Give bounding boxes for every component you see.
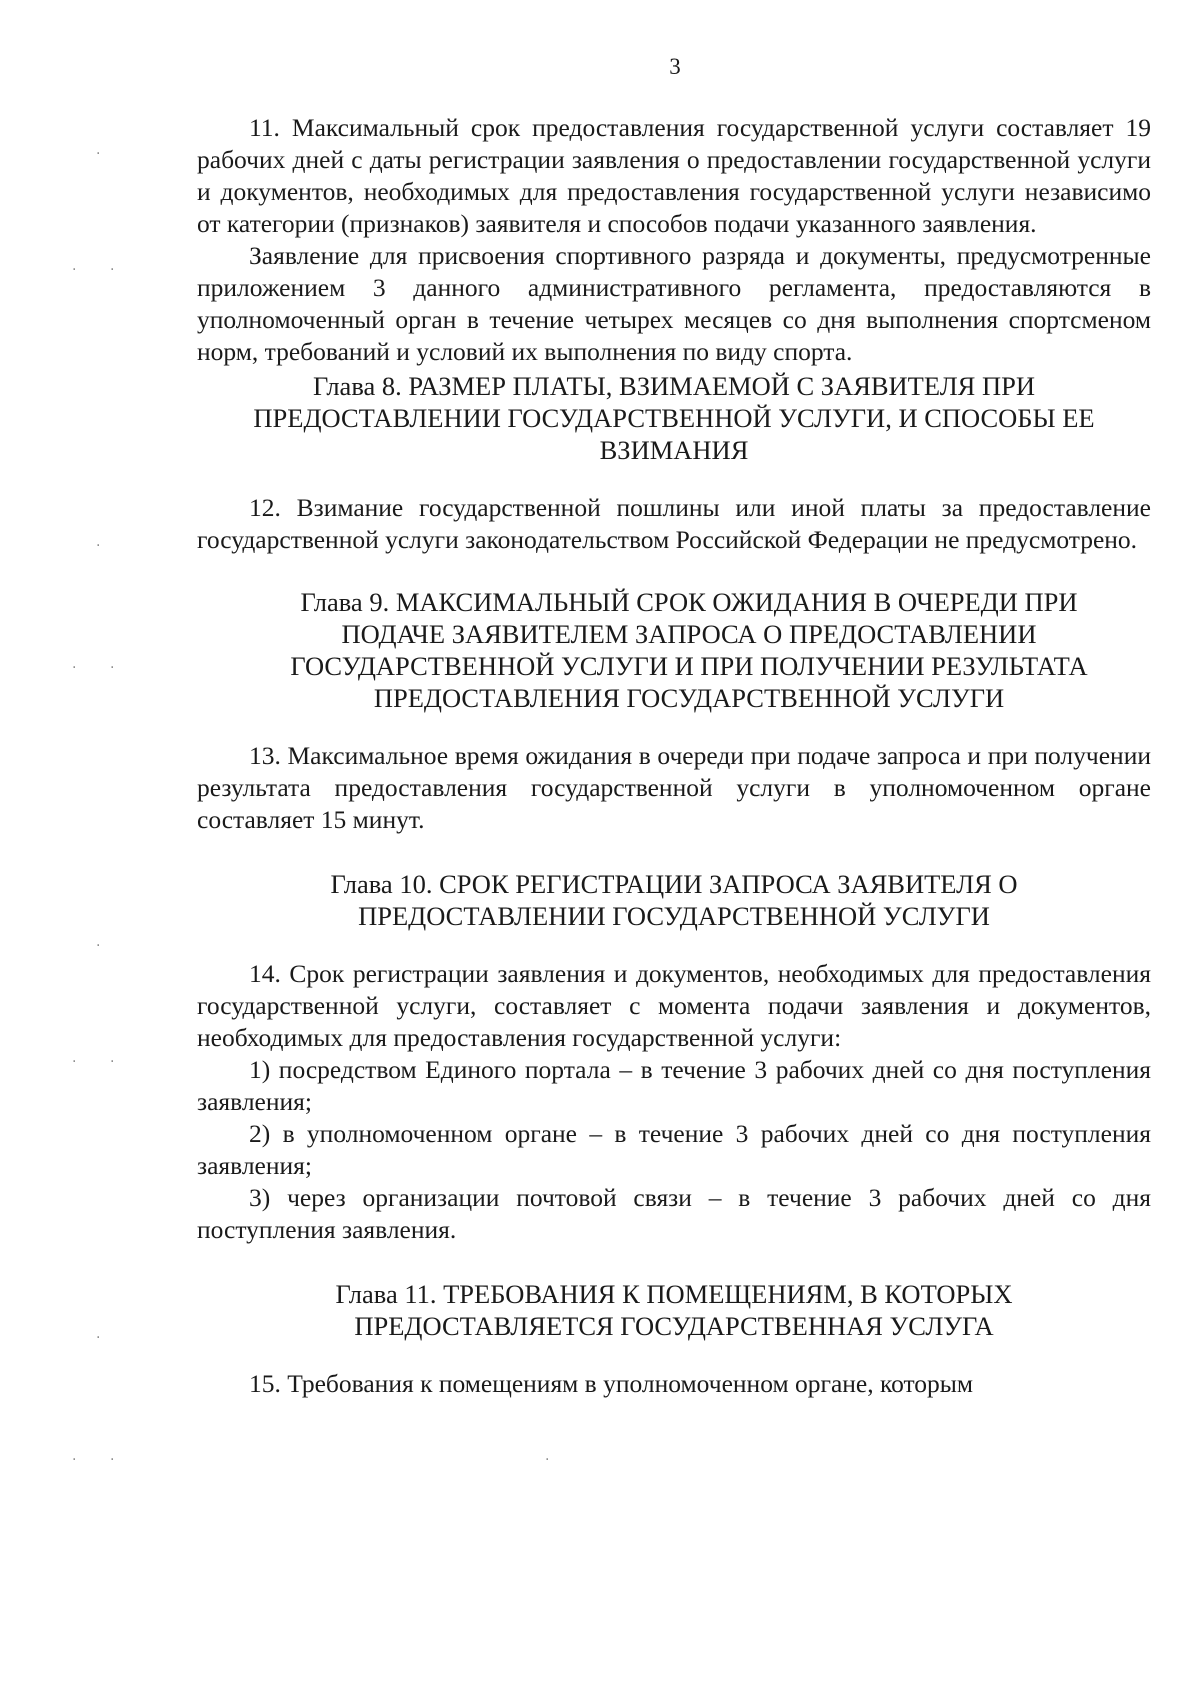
- page-number: 3: [669, 54, 681, 79]
- chapter-heading-line: ПРЕДОСТАВЛЕНИЯ ГОСУДАРСТВЕННОЙ УСЛУГИ: [373, 683, 1005, 713]
- scan-dot: ·: [72, 262, 77, 278]
- chapter-heading-line: ПОДАЧЕ ЗАЯВИТЕЛЕМ ЗАПРОСА О ПРЕДОСТАВЛЕНИИ: [341, 619, 1037, 649]
- scan-dot: ·: [72, 1452, 77, 1468]
- scan-dot: ·: [110, 1452, 115, 1468]
- chapter-heading-line: ПРЕДОСТАВЛЕНИИ ГОСУДАРСТВЕННОЙ УСЛУГИ, И СПОСОБЫ ЕЕ: [253, 403, 1095, 433]
- chapter-heading-line: ПРЕДОСТАВЛЕНИИ ГОСУДАРСТВЕННОЙ УСЛУГИ: [358, 901, 990, 931]
- chapter-heading-line: ПРЕДОСТАВЛЯЕТСЯ ГОСУДАРСТВЕННАЯ УСЛУГА: [354, 1311, 994, 1341]
- scan-dot: ·: [72, 1054, 77, 1070]
- paragraph: 3) через организации почтовой связи – в течение 3 рабочих дней со дня поступления заявления.: [197, 1183, 1151, 1244]
- paragraph: 11. Максимальный срок предоставления государственной услуги составляет 19 рабочих дней с даты регистрации заявления о предоставлении государственной услуги и документов, необходимых для предоставления государственной услуги независимо от категории (признаков) заявителя и способов подачи указанного заявления.: [197, 113, 1151, 238]
- chapter-heading-line: Глава 11. ТРЕБОВАНИЯ К ПОМЕЩЕНИЯМ, В КОТОРЫХ: [335, 1279, 1013, 1309]
- scan-dot: ·: [110, 660, 115, 676]
- chapter-heading: [197, 586, 1151, 714]
- scan-dot: ·: [96, 938, 101, 954]
- scan-dot: ·: [110, 1054, 115, 1070]
- scan-dot: ·: [545, 1452, 550, 1468]
- chapter-heading-line: ГОСУДАРСТВЕННОЙ УСЛУГИ И ПРИ ПОЛУЧЕНИИ РЕЗУЛЬТАТА: [290, 651, 1088, 681]
- chapter-heading: [197, 1278, 1151, 1342]
- document-body: [197, 112, 1151, 1400]
- chapter-heading: [197, 370, 1151, 466]
- paragraph: 15. Требования к помещениям в уполномоченном органе, которым: [249, 1369, 974, 1398]
- chapter-heading: [197, 868, 1151, 932]
- paragraph: 14. Срок регистрации заявления и документов, необходимых для предоставления государственной услуги, составляет с момента подачи заявления и документов, необходимых для предоставления государственной услуги:: [197, 959, 1151, 1052]
- paragraph: Заявление для присвоения спортивного разряда и документы, предусмотренные приложением 3 данного административного регламента, предоставляются в уполномоченный орган в течение четырех месяцев со дня выполнения спортсменом норм, требований и условий их выполнения по виду спорта.: [197, 241, 1151, 366]
- scan-dot: ·: [72, 660, 77, 676]
- scan-dot: ·: [110, 262, 115, 278]
- paragraph: 1) посредством Единого портала – в течение 3 рабочих дней со дня поступления заявления;: [197, 1055, 1151, 1116]
- chapter-heading-line: ВЗИМАНИЯ: [599, 435, 749, 465]
- paragraph: 13. Максимальное время ожидания в очереди при подаче запроса и при получении результата предоставления государственной услуги в уполномоченном органе составляет 15 минут.: [197, 741, 1151, 834]
- paragraph: 2) в уполномоченном органе – в течение 3 рабочих дней со дня поступления заявления;: [197, 1119, 1151, 1180]
- chapter-heading-line: Глава 10. СРОК РЕГИСТРАЦИИ ЗАПРОСА ЗАЯВИТЕЛЯ О: [330, 869, 1018, 899]
- chapter-heading-line: Глава 8. РАЗМЕР ПЛАТЫ, ВЗИМАЕМОЙ С ЗАЯВИТЕЛЯ ПРИ: [313, 371, 1035, 401]
- scan-dot: ·: [96, 1330, 101, 1346]
- scan-dot: ·: [96, 538, 101, 554]
- chapter-heading-line: Глава 9. МАКСИМАЛЬНЫЙ СРОК ОЖИДАНИЯ В ОЧЕРЕДИ ПРИ: [300, 587, 1078, 617]
- paragraph: 12. Взимание государственной пошлины или иной платы за предоставление государственной услуги законодательством Российской Федерации не предусмотрено.: [197, 493, 1151, 554]
- scan-dot: ·: [96, 146, 101, 162]
